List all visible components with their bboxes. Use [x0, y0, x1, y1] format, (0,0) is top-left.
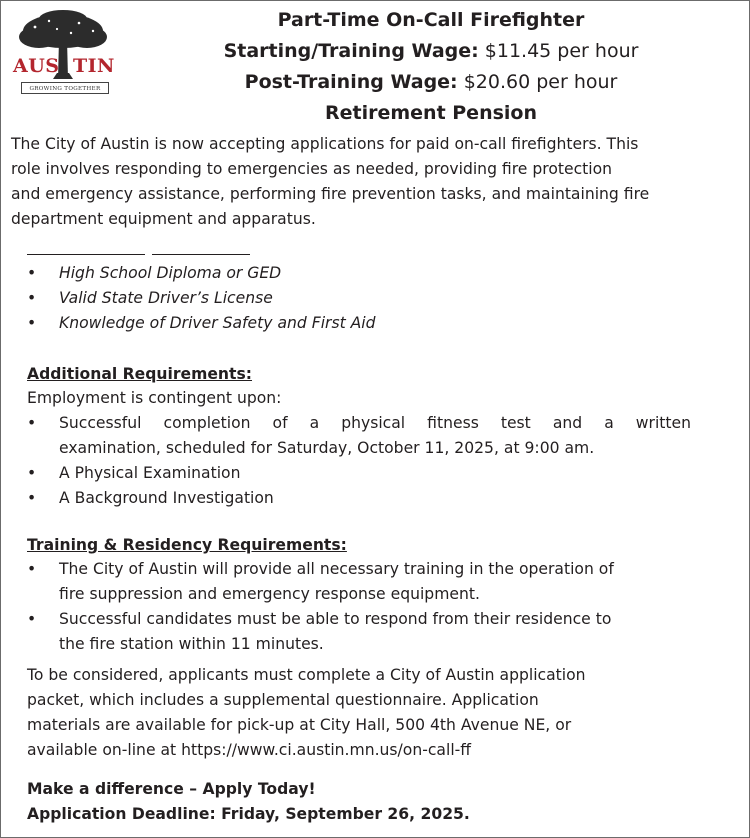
additional-item: • — [27, 414, 37, 432]
post-wage-value: $20.60 per hour — [463, 71, 618, 93]
city-logo — [9, 9, 117, 97]
application-deadline: Application Deadline: Friday, September 26, 2025. — [27, 805, 470, 823]
training-item: • The City of Austin will provide all necessary training in the operation of — [27, 560, 614, 578]
logo-word-right: TIN — [73, 55, 115, 77]
heading-blank-2 — [152, 254, 250, 255]
pension: Retirement Pension — [324, 102, 537, 124]
additional-item-1-line-2: examination, scheduled for Saturday, October 11, 2025, at 9:00 am. — [59, 439, 595, 457]
closing-line-2: packet, which includes a supplemental questionnaire. Application — [27, 691, 539, 709]
qualification-item: • Knowledge of Driver Safety and First Aid — [27, 314, 376, 332]
starting-wage-value: $11.45 per hour — [484, 40, 639, 62]
additional-lead: Employment is contingent upon: — [27, 389, 282, 407]
qualification-item: • Valid State Driver’s License — [27, 289, 273, 307]
call-to-action: Make a difference – Apply Today! — [27, 780, 316, 798]
additional-item: • A Background Investigation — [27, 489, 274, 507]
additional-heading: Additional Requirements: — [27, 365, 253, 383]
heading-blank-1 — [27, 254, 145, 255]
closing-line-1: To be considered, applicants must complete a City of Austin application — [27, 666, 586, 684]
logo-tagline: GROWING TOGETHER — [21, 82, 109, 94]
post-wage-label: Post-Training Wage: — [244, 71, 458, 93]
intro-line-1: The City of Austin is now accepting applications for paid on-call firefighters. This — [11, 135, 639, 153]
training-item-1-line-2: fire suppression and emergency response equipment. — [59, 585, 480, 603]
intro-line-4: department equipment and apparatus. — [11, 210, 316, 228]
starting-wage — [121, 36, 741, 67]
intro-line-2: role involves responding to emergencies as needed, providing fire protection — [11, 160, 613, 178]
starting-wage-label: Starting/Training Wage: — [223, 40, 479, 62]
training-heading: Training & Residency Requirements: — [27, 536, 347, 554]
application-url: available on-line at https://www.ci.austin.mn.us/on-call-ff — [27, 741, 472, 759]
closing-line-3: materials are available for pick-up at City Hall, 500 4th Avenue NE, or — [27, 716, 572, 734]
header — [121, 5, 741, 129]
post-wage — [121, 67, 741, 98]
additional-item-1-line-1: Successful completion of a physical fitness test and a written — [59, 414, 691, 432]
job-title: Part-Time On-Call Firefighter — [277, 9, 585, 31]
training-item: • Successful candidates must be able to respond from their residence to — [27, 610, 612, 628]
training-item-2-line-2: the fire station within 11 minutes. — [59, 635, 324, 653]
qualification-item: • High School Diploma or GED — [27, 264, 282, 282]
logo-word-left: AUS — [13, 55, 60, 77]
additional-item: • A Physical Examination — [27, 464, 241, 482]
intro-line-3: and emergency assistance, performing fire prevention tasks, and maintaining fire — [11, 185, 650, 203]
